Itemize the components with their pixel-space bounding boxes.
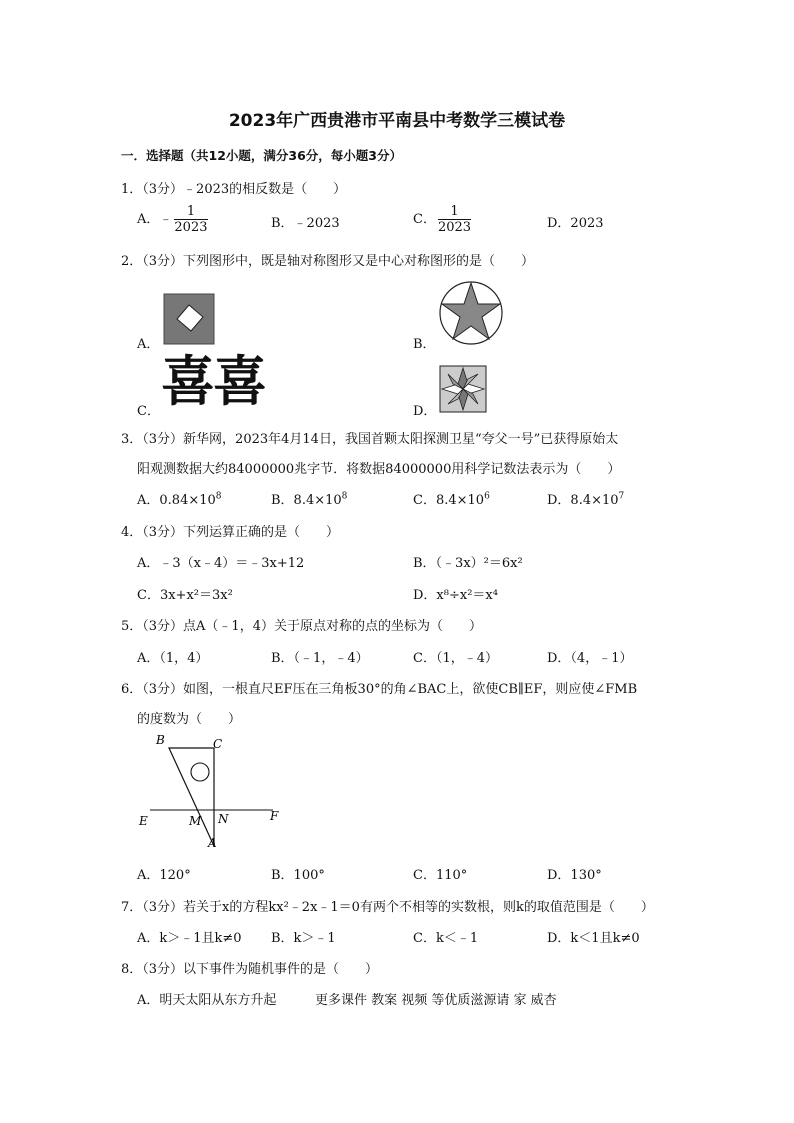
- q3-a-exp: 8: [215, 491, 222, 502]
- q1-option-a: [137, 204, 208, 235]
- q3-d-base: D．8.4×10: [547, 493, 619, 508]
- q6-option-b: B．100°: [271, 868, 325, 883]
- label-e: E: [139, 814, 148, 828]
- q3-b-base: B．8.4×10: [271, 493, 342, 508]
- q8-stem: 8．（3分）以下事件为随机事件的是（ ）: [121, 962, 379, 977]
- q4-stem: 4．（3分）下列运算正确的是（ ）: [121, 525, 340, 540]
- q7-stem: 7．（3分）若关于x的方程kx²﹣2x﹣1＝0有两个不相等的实数根，则k的取值范围是（ ）: [121, 900, 654, 915]
- q5-option-d: D．（4，﹣1）: [547, 651, 633, 666]
- q1-stem: 1．（3分）﹣2023的相反数是（ ）: [121, 182, 347, 197]
- q7-option-c: C．k＜﹣1: [413, 931, 479, 946]
- q1-c-label: C．: [413, 212, 436, 227]
- watermark-text: 更多课件 教案 视频 等优质滋源请 家 威杏: [315, 993, 557, 1008]
- label-a: A: [208, 836, 217, 850]
- numerator: 1: [438, 204, 471, 220]
- q6-line1: 6．（3分）如图，一根直尺EF压在三角板30°的角∠BAC上，欲使CB∥EF，则应使∠FMB: [121, 682, 638, 697]
- q5-stem: 5．（3分）点A（﹣1，4）关于原点对称的点的坐标为（ ）: [121, 619, 482, 634]
- q7-option-d: D．k＜1且k≠0: [547, 931, 640, 946]
- label-n: N: [218, 812, 229, 826]
- q3-d-exp: 7: [618, 491, 625, 502]
- section-heading: 一．选择题（共12小题，满分36分，每小题3分）: [121, 148, 402, 163]
- q6-triangle-ruler-diagram: [136, 734, 286, 852]
- q3-a-base: A．0.84×10: [137, 493, 216, 508]
- q6-option-d: D．130°: [547, 868, 602, 883]
- label-c: C: [213, 737, 223, 751]
- q5-option-c: C．（1，﹣4）: [413, 651, 498, 666]
- q1-c-fraction: [438, 204, 471, 235]
- q4-option-b: B．（﹣3x）²＝6x²: [413, 556, 523, 571]
- q8-option-a: A．明天太阳从东方升起: [137, 993, 277, 1008]
- q1-a-fraction: [174, 204, 207, 235]
- label-b: B: [156, 734, 165, 747]
- q3-c-exp: 6: [484, 491, 490, 502]
- q7-option-a: A．k＞﹣1且k≠0: [137, 931, 242, 946]
- q2-figure-c-double-happiness: 喜喜: [161, 350, 265, 413]
- page-title: 2023年广西贵港市平南县中考数学三模试卷: [228, 111, 566, 131]
- q1-option-c: [413, 204, 471, 235]
- q2-figure-a-square-icon: [163, 293, 215, 345]
- q3-option-c: [413, 489, 490, 508]
- q3-option-b: [271, 489, 347, 508]
- q2-option-b-label: B．: [413, 337, 436, 352]
- q2-figure-b-star-icon: [439, 281, 503, 345]
- denominator: 2023: [174, 220, 208, 235]
- q2-stem: 2．（3分）下列图形中，既是轴对称图形又是中心对称图形的是（ ）: [121, 254, 535, 269]
- numerator: 1: [174, 204, 207, 220]
- q4-option-d: D．x⁸÷x²＝x⁴: [413, 588, 498, 603]
- q2-option-a-label: A．: [137, 337, 160, 352]
- label-m: M: [189, 814, 202, 828]
- q2-option-d-label: D．: [413, 404, 437, 419]
- q1-option-d: D．2023: [547, 216, 604, 231]
- denominator: 2023: [437, 220, 472, 235]
- q2-figure-d-flower-icon: [439, 365, 487, 413]
- q3-line1: 3．（3分）新华网，2023年4月14日，我国首颗太阳探测卫星“夸父一号”已获得原始太: [121, 432, 619, 447]
- q6-option-a: A．120°: [137, 868, 191, 883]
- q6-option-c: C．110°: [413, 868, 468, 883]
- q7-option-b: B．k＞﹣1: [271, 931, 336, 946]
- q3-line2: 阳观测数据大约84000000兆字节．将数据84000000用科学记数法表示为（ ）: [137, 462, 621, 477]
- triangle: [169, 748, 214, 846]
- q3-option-a: [137, 489, 222, 508]
- q3-b-exp: 8: [341, 491, 348, 502]
- q1-a-sign: ﹣: [159, 212, 173, 227]
- q5-option-a: A．（1，4）: [137, 651, 209, 666]
- q1-a-label: A．: [137, 212, 160, 227]
- q5-option-b: B．（﹣1，﹣4）: [271, 651, 369, 666]
- q4-option-c: C．3x+x²＝3x²: [137, 588, 233, 603]
- q6-line2: 的度数为（ ）: [137, 712, 242, 727]
- q3-option-d: [547, 489, 624, 508]
- q1-option-b: B．﹣2023: [271, 216, 340, 231]
- q3-c-base: C．8.4×10: [413, 493, 485, 508]
- label-f: F: [270, 809, 279, 823]
- q2-option-c-label: C．: [137, 404, 160, 419]
- triangle-hole: [191, 763, 209, 781]
- q4-option-a: A．﹣3（x﹣4）＝﹣3x+12: [137, 556, 305, 571]
